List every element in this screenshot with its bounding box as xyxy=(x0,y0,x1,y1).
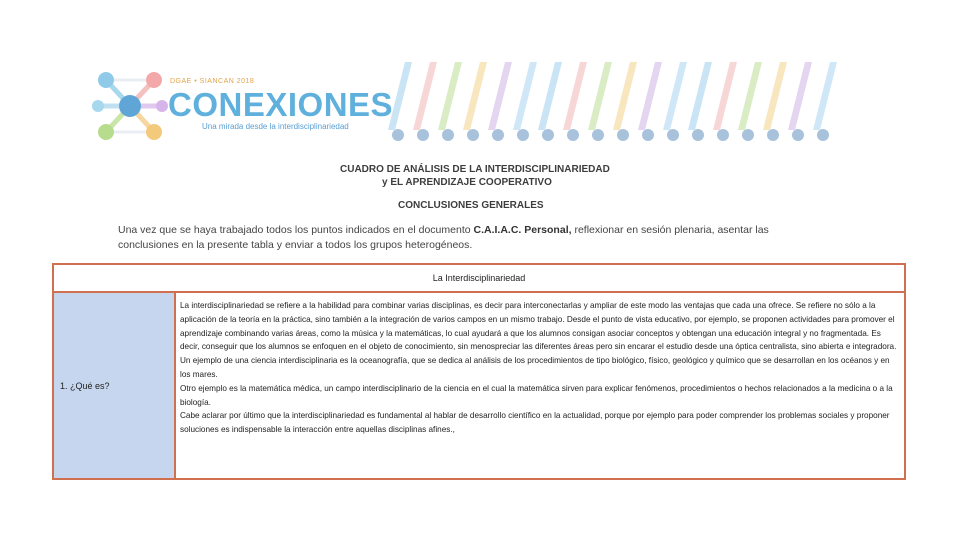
logo-tagline-bottom: Una mirada desde la interdisciplinariedad xyxy=(202,122,349,131)
instructions-document-name: C.A.I.A.C. Personal, xyxy=(473,224,572,236)
page-title xyxy=(340,163,610,189)
stripe-dot xyxy=(442,129,454,141)
stripe xyxy=(463,62,487,130)
page-title-line1: CUADRO DE ANÁLISIS DE LA INTERDISCIPLINARIEDAD xyxy=(340,164,610,175)
page-title-line2: y EL APRENDIZAJE COOPERATIVO xyxy=(382,177,552,188)
stripe-dot xyxy=(392,129,404,141)
stripe xyxy=(613,62,637,130)
stripe-dot xyxy=(592,129,604,141)
question-cell xyxy=(54,293,176,478)
logo-tagline-top: DGAE • SIANCAN 2018 xyxy=(170,78,255,85)
answer-paragraph: Otro ejemplo es la matemática médica, un campo interdisciplinario de la ciencia en el cual la matemática sirven para explicar fenómenos, procedimientos o hechos relacionados a la medicina o a la biología. xyxy=(180,383,893,407)
stripe xyxy=(713,62,737,130)
answer-paragraph: Un ejemplo de una ciencia interdisciplinaria es la oceanografía, que se dedica al análisis de los procedimientos de tipo biológico, físico, geológico y químico que se desarrollan en los océanos y en los mares. xyxy=(180,356,890,379)
logo-brand-name: CONEXIONES xyxy=(168,86,394,123)
stripe-dot xyxy=(417,129,429,141)
stripe xyxy=(763,62,787,130)
question-label: 1. ¿Qué es? xyxy=(60,380,110,391)
stripe-dot xyxy=(817,129,829,141)
instructions-pre: Una vez que se haya trabajado todos los puntos indicados en el documento xyxy=(118,224,474,236)
molecule-icon xyxy=(92,66,168,146)
stripe-dot xyxy=(767,129,779,141)
stripe xyxy=(813,62,837,130)
stripe xyxy=(513,62,537,130)
stripe xyxy=(638,62,662,130)
stripe xyxy=(588,62,612,130)
conclusions-table xyxy=(52,263,906,480)
stripe-dot xyxy=(542,129,554,141)
stripe xyxy=(663,62,687,130)
instructions-post: reflexionar en sesión plenaria, asentar las conclusiones en la presente tabla y enviar a todos los grupos heterogéneos. xyxy=(118,224,769,251)
stripe xyxy=(413,62,437,130)
stripe xyxy=(563,62,587,130)
stripe-dot xyxy=(567,129,579,141)
stripe xyxy=(788,62,812,130)
stripe-dot xyxy=(492,129,504,141)
stripe xyxy=(438,62,462,130)
answer-paragraph: La interdisciplinariedad se refiere a la habilidad para combinar varias disciplinas, es decir para interconectarlas y ampliar de este modo las ventajas que cada una ofrece. Se refiere no sólo a la aplicación de la teoría en la práctica, sino también a la integración de varios campos en un mismo trabajo. Desde el punto de vista educativo, por ejemplo, se proponen actividades para promover el aprendizaje combinando varias áreas, como la música y la matemáticas, lo cual ayudará a que los alumnos consigan asociar conceptos y obtengan una educación integral y no fragmentada. Es decir, conseguir que los alumnos se enfoquen en el objeto de conocimiento, sin menospreciar las diferentes áreas pero sin encarar el estudio desde una óptica centralista, sino abierta e integradora. xyxy=(180,301,897,352)
decorative-stripes xyxy=(380,60,840,146)
stripe xyxy=(538,62,562,130)
stripe xyxy=(388,62,412,130)
stripe-dot xyxy=(667,129,679,141)
table-header: La Interdisciplinariedad xyxy=(54,265,904,293)
instructions-text xyxy=(118,223,818,253)
stripe-dot xyxy=(742,129,754,141)
answer-cell xyxy=(180,299,902,437)
stripe xyxy=(738,62,762,130)
stripe xyxy=(488,62,512,130)
stripe-dot xyxy=(792,129,804,141)
stripe-dot xyxy=(642,129,654,141)
stripe-dot xyxy=(467,129,479,141)
conexiones-logo xyxy=(92,66,394,146)
stripe-dot xyxy=(692,129,704,141)
stripe-dot xyxy=(717,129,729,141)
stripe xyxy=(688,62,712,130)
stripe-dot xyxy=(517,129,529,141)
answer-paragraph: Cabe aclarar por último que la interdisciplinariedad es fundamental al hablar de desarrollo científico en la actualidad, porque por ejemplo para poder comprender los problemas sociales y proponer soluciones es indispensable la interacción entre aquellas disciplinas afines., xyxy=(180,411,890,435)
stripe-dot xyxy=(617,129,629,141)
page-subtitle: CONCLUSIONES GENERALES xyxy=(398,200,544,211)
